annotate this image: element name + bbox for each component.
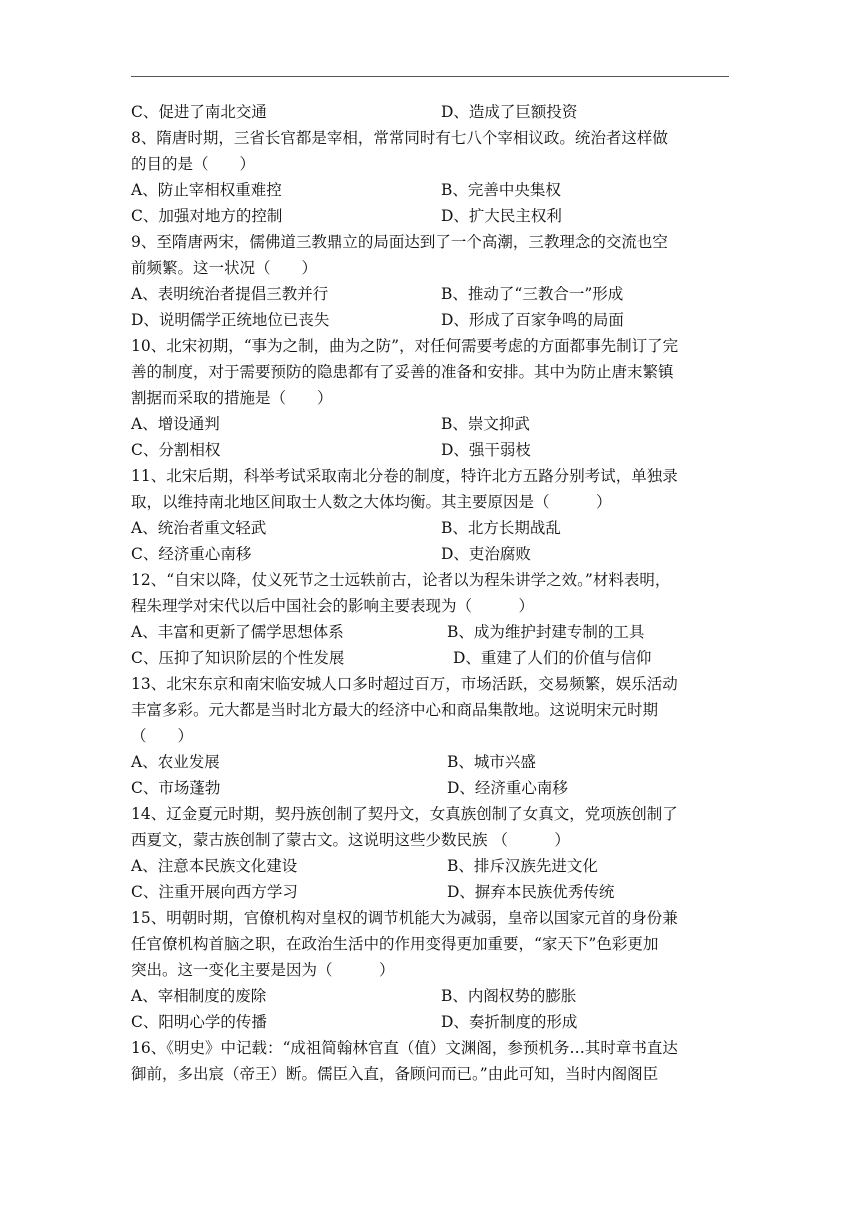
option-d: D、扩大民主权利 (441, 207, 562, 225)
option-c: C、注重开展向西方学习 (131, 883, 298, 901)
option-d: D、奏折制度的形成 (441, 1013, 578, 1031)
question-8-stem: 8、隋唐时期，三省长官都是宰相，常常同时有七八个宰相议政。统治者这样做 (131, 129, 668, 147)
option-b: B、排斥汉族先进文化 (447, 857, 598, 875)
option-a: A、表明统治者提倡三教并行 (131, 285, 329, 303)
option-d: D、摒弃本民族优秀传统 (447, 883, 615, 901)
question-15-stem: 任官僚机构首脑之职，在政治生活中的作用变得更加重要，“家天下”色彩更加 (131, 935, 659, 953)
option-d: D、吏治腐败 (441, 545, 531, 563)
option-row (131, 177, 731, 203)
option-d: D、经济重心南移 (447, 779, 568, 797)
option-row (131, 411, 731, 437)
option-c: C、促进了南北交通 (131, 103, 267, 121)
option-row (131, 619, 731, 645)
option-a: A、宰相制度的废除 (131, 987, 267, 1005)
option-b: B、成为维护封建专制的工具 (447, 623, 645, 641)
option-b: B、推动了“三教合一”形成 (441, 285, 624, 303)
option-row (131, 879, 731, 905)
option-b: B、完善中央集权 (441, 181, 561, 199)
option-row (131, 645, 731, 671)
question-14-stem: 西夏文，蒙古族创制了蒙古文。这说明这些少数民族 （ ） (131, 831, 570, 849)
option-c: C、阳明心学的传播 (131, 1013, 267, 1031)
option-row (131, 437, 731, 463)
option-row (131, 307, 731, 333)
option-b: B、内阁权势的膨胀 (441, 987, 577, 1005)
question-15-stem: 15、明朝时期，官僚机构对皇权的调节机能大为减弱，皇帝以国家元首的身份兼 (131, 909, 678, 927)
option-row (131, 853, 731, 879)
option-a: A、注意本民族文化建设 (131, 857, 298, 875)
option-a: A、农业发展 (131, 753, 220, 771)
option-b: B、崇文抑武 (441, 415, 530, 433)
option-d: D、强干弱枝 (441, 441, 531, 459)
option-b: B、城市兴盛 (447, 753, 536, 771)
option-c: D、说明儒学正统地位已丧失 (131, 311, 330, 329)
question-12-stem: 12、“自宋以降，仗义死节之士远轶前古，论者以为程朱讲学之效。”材料表明， (131, 571, 671, 589)
question-10-stem: 割据而采取的措施是（ ） (131, 389, 333, 407)
option-a: A、防止宰相权重难控 (131, 181, 282, 199)
option-row (131, 99, 731, 125)
option-c: C、压抑了知识阶层的个性发展 (131, 649, 345, 667)
header-rule (131, 76, 729, 77)
question-10-stem: 10、北宋初期，“事为之制，曲为之防”，对任何需要考虑的方面都事先制订了完 (131, 337, 679, 355)
option-d: D、造成了巨额投资 (441, 103, 578, 121)
option-c: C、市场蓬勃 (131, 779, 221, 797)
question-list (131, 99, 731, 1087)
option-a: A、增设通判 (131, 415, 220, 433)
question-11-stem: 取，以维持南北地区间取士人数之大体均衡。其主要原因是（ ） (131, 493, 612, 511)
question-16-stem: 16、《明史》中记载：“成祖简翰林官直（值）文渊阁，参预机务…其时章书直达 (131, 1039, 678, 1057)
option-row (131, 541, 731, 567)
question-9-stem: 前频繁。这一状况（ ） (131, 259, 318, 277)
option-row (131, 1009, 731, 1035)
option-row (131, 983, 731, 1009)
option-row (131, 749, 731, 775)
option-d: D、形成了百家争鸣的局面 (441, 311, 624, 329)
option-c: C、经济重心南移 (131, 545, 252, 563)
option-c: C、分割相权 (131, 441, 221, 459)
option-b: B、北方长期战乱 (441, 519, 561, 537)
question-8-stem: 的目的是（ ） (131, 155, 256, 173)
option-row (131, 775, 731, 801)
option-row (131, 515, 731, 541)
question-15-stem: 突出。这一变化主要是因为（ ） (131, 961, 395, 979)
question-13-stem: 丰富多彩。元大都是当时北方最大的经济中心和商品集散地。这说明宋元时期 (131, 701, 659, 719)
question-10-stem: 善的制度，对于需要预防的隐患都有了妥善的准备和安排。其中为防止唐末繁镇 (131, 363, 674, 381)
question-9-stem: 9、至隋唐两宋，儒佛道三教鼎立的局面达到了一个高潮，三教理念的交流也空 (131, 233, 668, 251)
question-13-stem: （ ） (131, 727, 194, 745)
question-16-stem: 御前，多出宸（帝王）断。儒臣入直，备顾问而已。”由此可知，当时内阁阁臣 (131, 1065, 659, 1083)
option-d: D、重建了人们的价值与信仰 (453, 649, 652, 667)
question-13-stem: 13、北宋东京和南宋临安城人口多时超过百万，市场活跃，交易频繁，娱乐活动 (131, 675, 678, 693)
option-a: A、丰富和更新了儒学思想体系 (131, 623, 344, 641)
question-14-stem: 14、辽金夏元时期，契丹族创制了契丹文，女真族创制了女真文，党项族创制了 (131, 805, 678, 823)
option-row (131, 281, 731, 307)
option-c: C、加强对地方的控制 (131, 207, 283, 225)
option-row (131, 203, 731, 229)
question-11-stem: 11、北宋后期，科举考试采取南北分卷的制度，特许北方五路分别考试，单独录 (131, 467, 678, 485)
option-a: A、统治者重文轻武 (131, 519, 267, 537)
question-12-stem: 程朱理学对宋代以后中国社会的影响主要表现为（ ） (131, 597, 535, 615)
